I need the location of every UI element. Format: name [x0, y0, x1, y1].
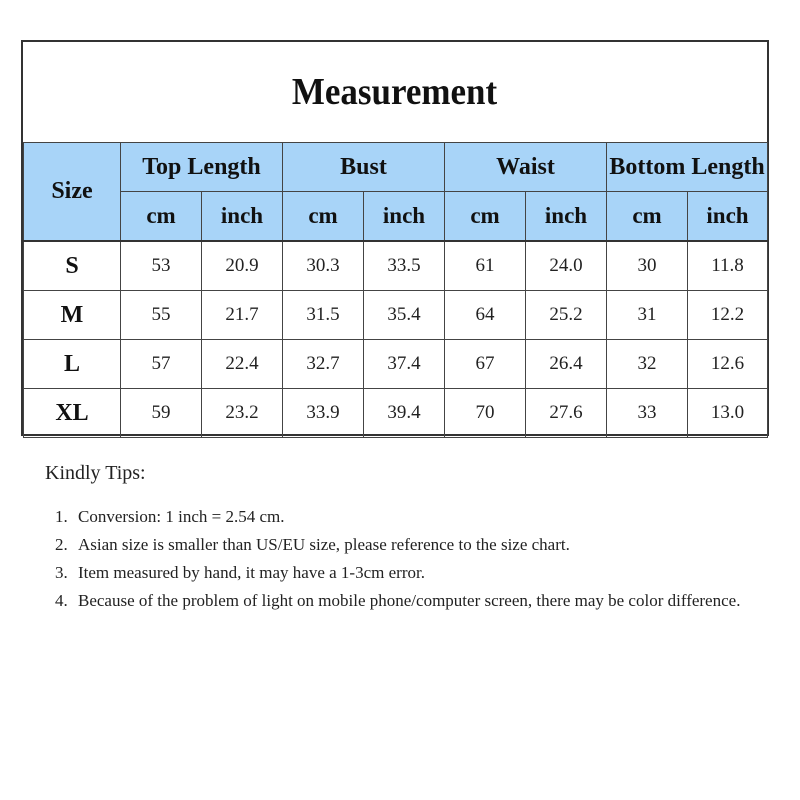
tips-list	[45, 507, 765, 611]
table-cell: 32	[607, 340, 688, 389]
unit-header: cm	[607, 192, 688, 242]
table-cell: 12.6	[688, 340, 768, 389]
unit-header: cm	[121, 192, 202, 242]
tip-item: 1. Conversion: 1 inch = 2.54 cm.	[72, 507, 765, 527]
group-header-bust: Bust	[283, 143, 445, 192]
group-header-waist: Waist	[445, 143, 607, 192]
chart-title-row	[23, 42, 767, 143]
unit-header: inch	[202, 192, 283, 242]
table-cell: 26.4	[526, 340, 607, 389]
table-cell: 12.2	[688, 291, 768, 340]
size-label: L	[24, 340, 121, 389]
table-cell: 20.9	[202, 241, 283, 291]
table-cell: 39.4	[364, 389, 445, 438]
table-cell: 13.0	[688, 389, 768, 438]
table-cell: 53	[121, 241, 202, 291]
table-cell: 59	[121, 389, 202, 438]
size-label: M	[24, 291, 121, 340]
table-cell: 31.5	[283, 291, 364, 340]
table-cell: 33.9	[283, 389, 364, 438]
table-body	[24, 241, 768, 438]
table-cell: 33.5	[364, 241, 445, 291]
table-row	[24, 389, 768, 438]
table-cell: 22.4	[202, 340, 283, 389]
unit-header: inch	[526, 192, 607, 242]
tips-section	[45, 462, 765, 619]
chart-title: Measurement	[292, 71, 498, 113]
table-cell: 61	[445, 241, 526, 291]
table-cell: 32.7	[283, 340, 364, 389]
table-cell: 21.7	[202, 291, 283, 340]
unit-header: inch	[364, 192, 445, 242]
size-chart	[21, 40, 769, 436]
unit-header-row	[24, 192, 768, 242]
tip-item: 2. Asian size is smaller than US/EU size, please reference to the size chart.	[72, 535, 765, 555]
unit-header: cm	[283, 192, 364, 242]
table-cell: 37.4	[364, 340, 445, 389]
table-cell: 27.6	[526, 389, 607, 438]
table-cell: 33	[607, 389, 688, 438]
size-label: S	[24, 241, 121, 291]
table-cell: 31	[607, 291, 688, 340]
group-header-bottom-length: Bottom Length	[607, 143, 768, 192]
table-cell: 23.2	[202, 389, 283, 438]
table-cell: 67	[445, 340, 526, 389]
table-cell: 64	[445, 291, 526, 340]
tip-item: 3. Item measured by hand, it may have a 1-3cm error.	[72, 563, 765, 583]
table-cell: 24.0	[526, 241, 607, 291]
size-column-header: Size	[24, 143, 121, 242]
table-row	[24, 241, 768, 291]
table-cell: 55	[121, 291, 202, 340]
tip-item: 4. Because of the problem of light on mobile phone/computer screen, there may be color difference.	[72, 591, 765, 611]
table-cell: 30.3	[283, 241, 364, 291]
size-label: XL	[24, 389, 121, 438]
group-header-top-length: Top Length	[121, 143, 283, 192]
table-row	[24, 291, 768, 340]
table-cell: 25.2	[526, 291, 607, 340]
table-cell: 35.4	[364, 291, 445, 340]
unit-header: cm	[445, 192, 526, 242]
table-cell: 57	[121, 340, 202, 389]
table-cell: 70	[445, 389, 526, 438]
table-cell: 11.8	[688, 241, 768, 291]
table-row	[24, 340, 768, 389]
tips-title: Kindly Tips:	[45, 462, 146, 484]
unit-header: inch	[688, 192, 768, 242]
group-header-row	[24, 143, 768, 192]
table-cell: 30	[607, 241, 688, 291]
size-table	[23, 142, 768, 438]
